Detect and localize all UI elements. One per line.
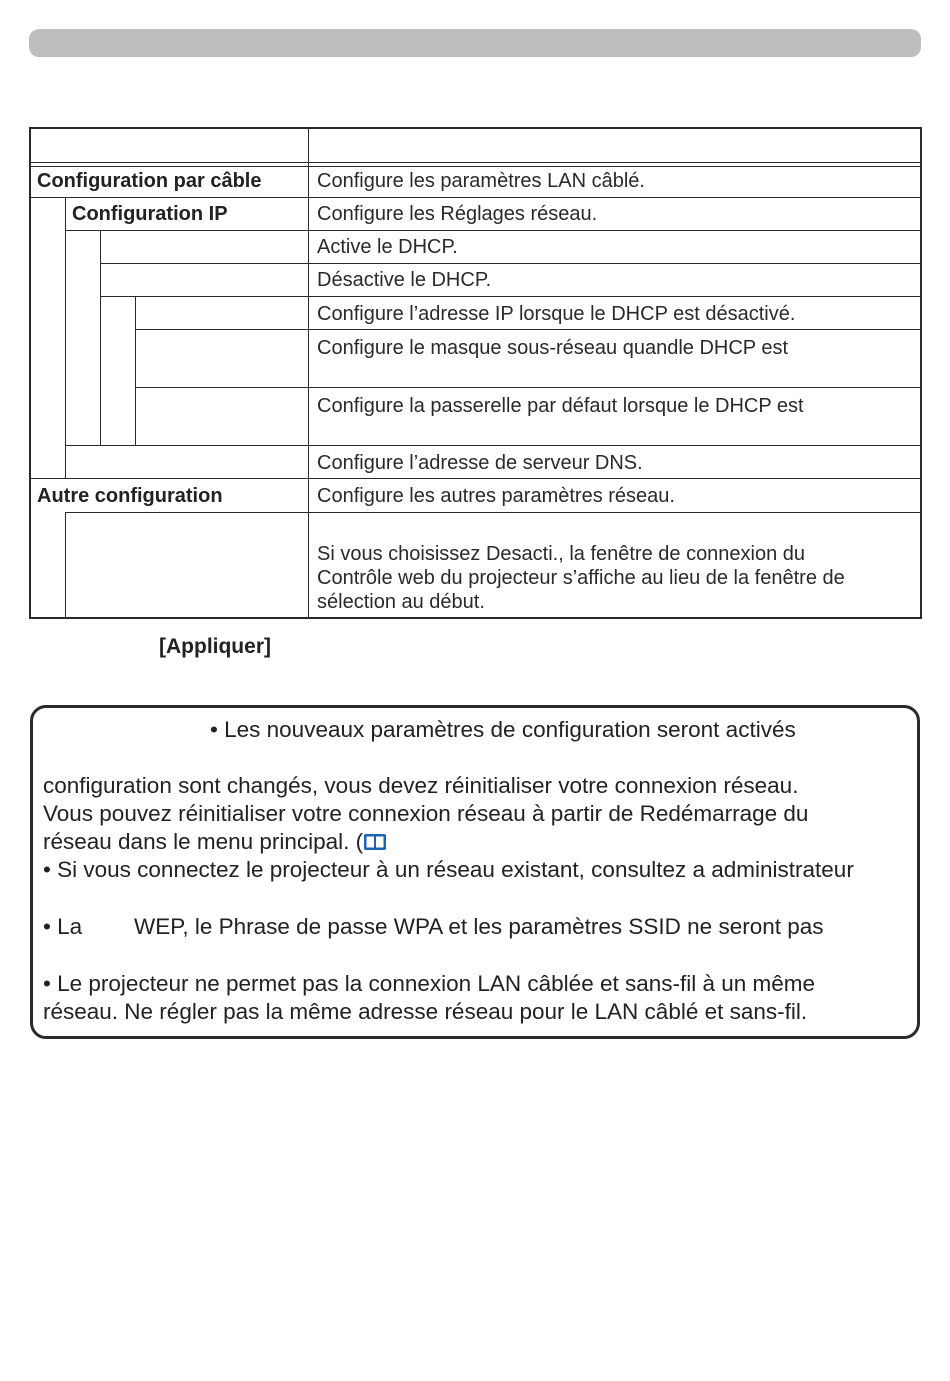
- note-line: configuration sont changés, vous devez réinitialiser votre connexion réseau.: [43, 773, 799, 798]
- row-label-other-config: Autre configuration: [37, 485, 223, 507]
- apply-label: [Appliquer]: [159, 635, 271, 658]
- note-line: • La: [43, 914, 83, 939]
- row-desc: Configure le masque sous-réseau quandle DHCP est: [317, 337, 789, 359]
- row-desc-line: Contrôle web du projecteur s’affiche au lieu de la fenêtre de: [317, 567, 845, 589]
- row-label-wired-config: Configuration par câble: [37, 170, 262, 192]
- row-desc: Configure les paramètres LAN câblé.: [317, 170, 645, 192]
- row-desc: Configure l’adresse de serveur DNS.: [317, 452, 643, 474]
- header-bar: [29, 29, 921, 57]
- note-line: • Si vous connectez le projecteur à un réseau existant, consultez a administrateur: [43, 857, 854, 882]
- note-box: [30, 705, 920, 1039]
- note-line: Vous pouvez réinitialiser votre connexion réseau à partir de Redémarrage du: [43, 801, 809, 826]
- note-line-text: réseau dans le menu principal. (: [43, 829, 364, 854]
- row-label-ip-config: Configuration IP: [72, 203, 228, 225]
- row-desc: Désactive le DHCP.: [317, 269, 492, 291]
- book-icon: [363, 830, 387, 848]
- row-desc: Configure les Réglages réseau.: [317, 203, 598, 225]
- note-line: • Les nouveaux paramètres de configuration seront activés: [210, 717, 796, 742]
- row-desc: Configure la passerelle par défaut lorsque le DHCP est: [317, 395, 804, 417]
- row-desc-line: Si vous choisissez Desacti., la fenêtre de connexion du: [317, 543, 806, 565]
- row-desc-line: sélection au début.: [317, 591, 485, 613]
- settings-table: [29, 127, 922, 619]
- row-desc: Configure les autres paramètres réseau.: [317, 485, 675, 507]
- note-line: réseau. Ne régler pas la même adresse réseau pour le LAN câblé et sans-fil.: [43, 999, 808, 1024]
- note-line: [43, 828, 387, 856]
- row-desc: Active le DHCP.: [317, 236, 458, 258]
- row-desc: Configure l’adresse IP lorsque le DHCP est désactivé.: [317, 303, 796, 325]
- note-line: WEP, le Phrase de passe WPA et les paramètres SSID ne seront pas: [134, 914, 824, 939]
- note-line: • Le projecteur ne permet pas la connexion LAN câblée et sans-fil à un même: [43, 971, 816, 996]
